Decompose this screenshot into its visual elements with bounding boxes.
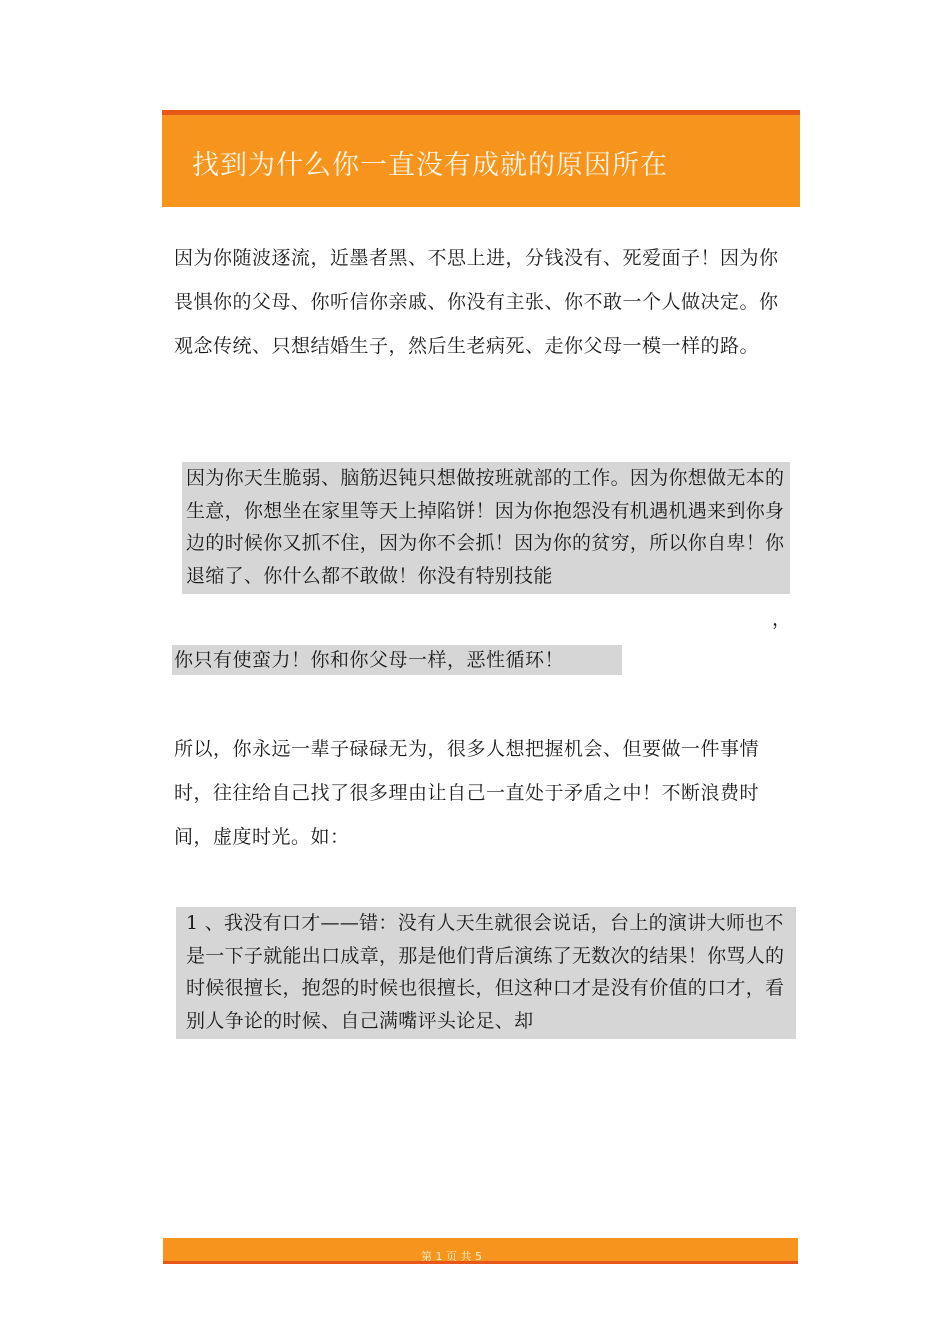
paragraph-3: 所以，你永远一辈子碌碌无为，很多人想把握机会、但要做一件事情时，往往给自己找了很多理由让自己一直处于矛盾之中！不断浪费时间，虚度时光。如： — [174, 738, 760, 848]
page-title: 找到为什么你一直没有成就的原因所在 — [192, 150, 668, 181]
title-banner — [162, 110, 800, 207]
footer-bar — [163, 1238, 798, 1264]
page-number: 第 1 页 共 5 — [421, 1250, 482, 1263]
highlighted-paragraph-2: 因为你天生脆弱、脑筋迟钝只想做按班就部的工作。因为你想做无本的生意，你想坐在家里等天上掉陷饼！因为你抱怨没有机遇机遇来到你身边的时候你又抓不住，因为你不会抓！因为你的贫穷，所以你自卑！你退缩了、你什么都不敢做！你没有特别技能 — [182, 462, 790, 594]
highlighted-paragraph-4: 1 、我没有口才——错：没有人天生就很会说话，台上的演讲大师也不是一下子就能出口成章，那是他们背后演练了无数次的结果！你骂人的时候很擅长，抱怨的时候也很擅长，但这种口才是没有价值的口才，看别人争论的时候、自己满嘴评头论足、却 — [176, 907, 796, 1039]
comma-mark: ， — [772, 608, 792, 630]
paragraph-1: 因为你随波逐流，近墨者黑、不思上进，分钱没有、死爱面子！因为你畏惧你的父母、你听信你亲戚、你没有主张、你不敢一个人做决定。你观念传统、只想结婚生子，然后生老病死、走你父母一模一样的路。 — [174, 247, 779, 357]
highlighted-line: 你只有使蛮力！你和你父母一样，恶性循环！ — [172, 645, 622, 675]
